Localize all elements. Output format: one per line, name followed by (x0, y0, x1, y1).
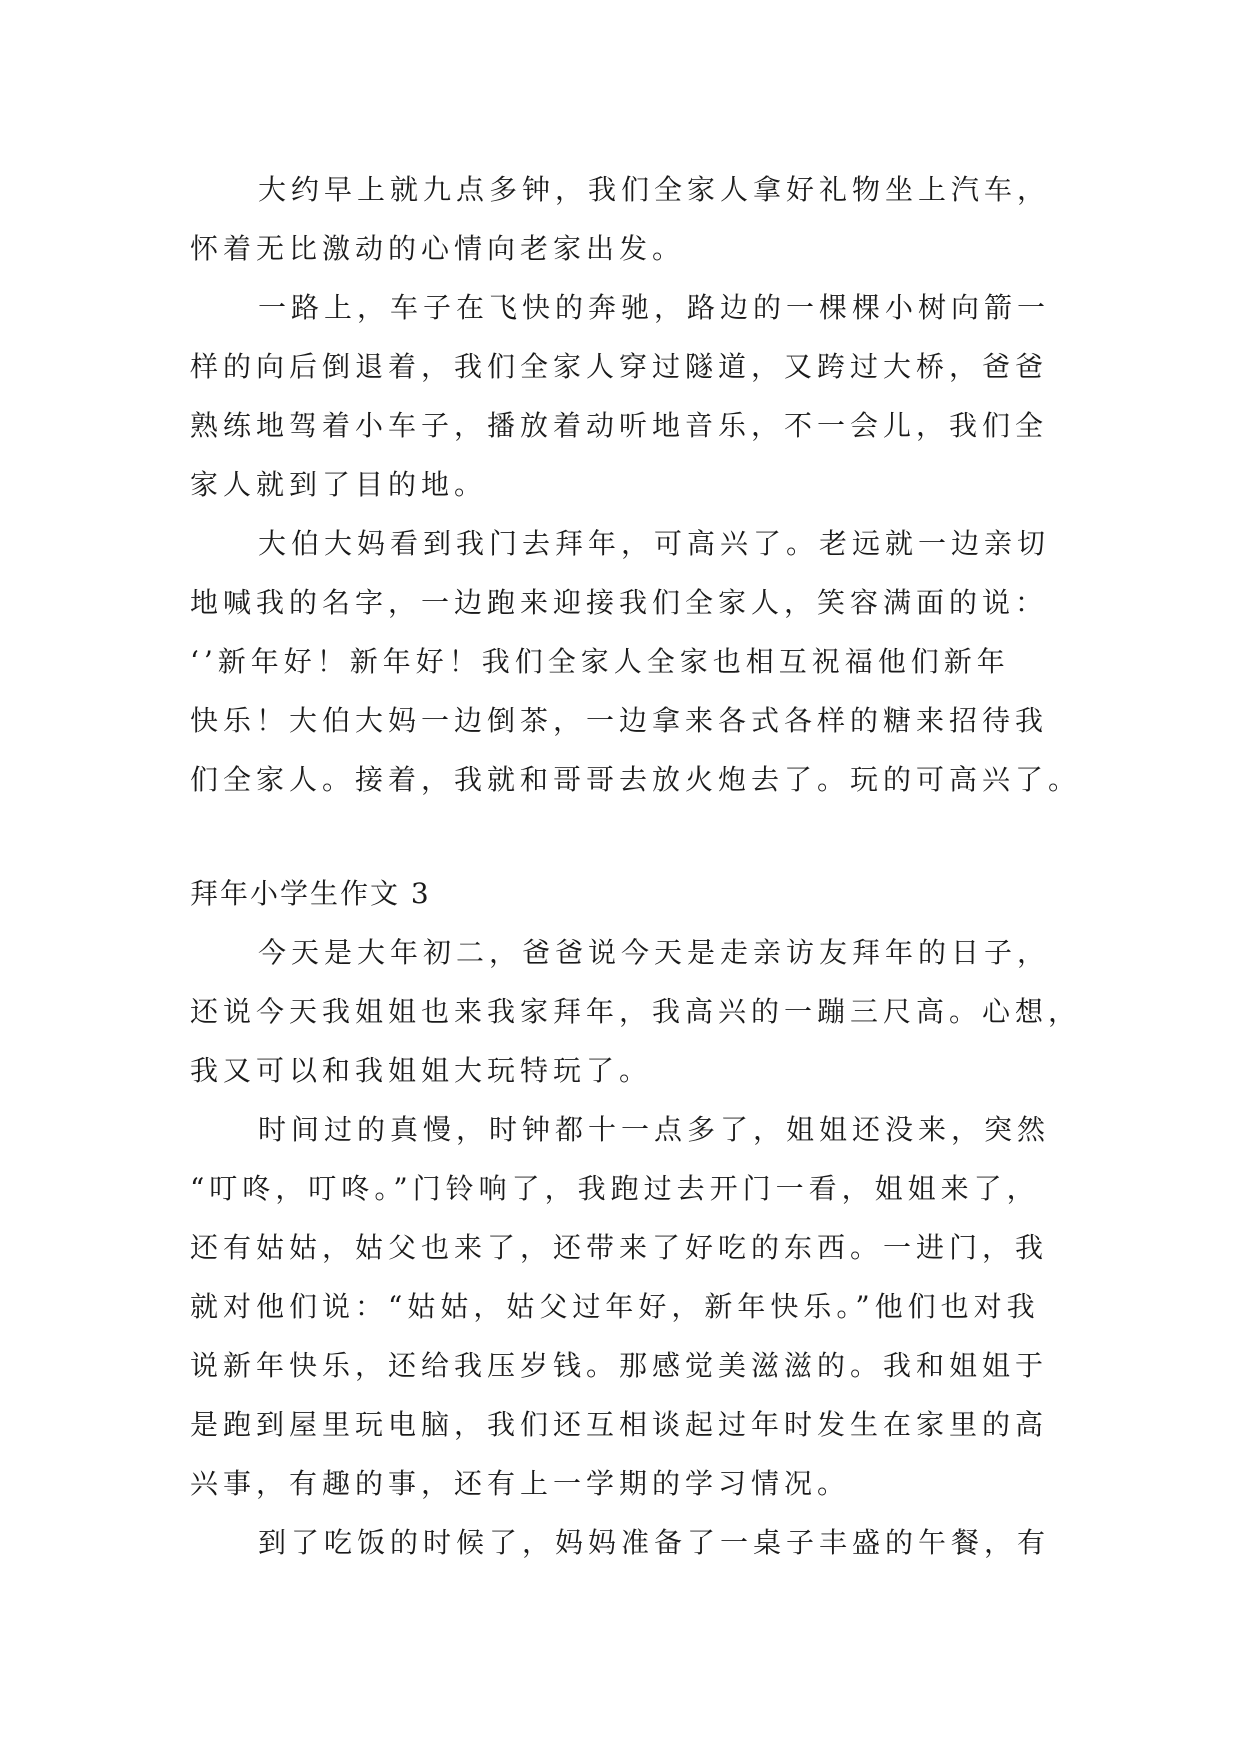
paragraph (190, 923, 1082, 1100)
paragraph (190, 1513, 1070, 1572)
paragraph-line: 样的向后倒退着，我们全家人穿过隧道，又跨过大桥，爸爸 (190, 350, 1049, 383)
paragraph-line: 我又可以和我姐姐大玩特玩了。 (190, 1054, 653, 1087)
paragraph-line: 就对他们说：“姑姑，姑父过年好，新年快乐。”他们也对我 (190, 1290, 1040, 1323)
paragraph-line: 到了吃饭的时候了，妈妈准备了一桌子丰盛的午餐，有 (258, 1526, 1051, 1559)
paragraph-line: 家人就到了目的地。 (190, 468, 488, 501)
paragraph-line: 们全家人。接着，我就和哥哥去放火炮去了。玩的可高兴了。 (190, 763, 1082, 796)
paragraph-line: 兴事，有趣的事，还有上一学期的学习情况。 (190, 1467, 851, 1500)
paragraph (190, 1100, 1070, 1513)
paragraph-line: 是跑到屋里玩电脑，我们还互相谈起过年时发生在家里的高 (190, 1408, 1049, 1441)
paragraph (190, 514, 1082, 809)
paragraph-line: 熟练地驾着小车子，播放着动听地音乐，不一会儿，我们全 (190, 409, 1049, 442)
paragraph-line: 时间过的真慢，时钟都十一点多了，姐姐还没来，突然 (258, 1113, 1051, 1146)
paragraph-line: 快乐！大伯大妈一边倒茶，一边拿来各式各样的糖来招待我 (190, 704, 1049, 737)
paragraph-line: ‘’新年好！新年好！我们全家人全家也相互祝福他们新年 (190, 645, 1010, 678)
paragraph-line: 大伯大妈看到我门去拜年，可高兴了。老远就一边亲切 (258, 527, 1051, 560)
paragraph (190, 160, 1070, 278)
paragraph-line: 一路上，车子在飞快的奔驰，路边的一棵棵小树向箭一 (258, 291, 1051, 324)
paragraph-line: 今天是大年初二，爸爸说今天是走亲访友拜年的日子， (258, 936, 1051, 969)
paragraph-line: 还说今天我姐姐也来我家拜年，我高兴的一蹦三尺高。心想， (190, 995, 1082, 1028)
paragraph-line: 怀着无比激动的心情向老家出发。 (190, 232, 686, 265)
paragraph (190, 278, 1070, 514)
essay-body (190, 160, 1082, 1572)
paragraph-line: 地喊我的名字，一边跑来迎接我们全家人，笑容满面的说： (190, 586, 1049, 619)
paragraph-line: 大约早上就九点多钟，我们全家人拿好礼物坐上汽车， (258, 173, 1051, 206)
paragraph-line: “叮咚，叮咚。”门铃响了，我跑过去开门一看，姐姐来了， (190, 1172, 1040, 1205)
section-title: 拜年小学生作文 3 (190, 877, 431, 910)
paragraph-line: 说新年快乐，还给我压岁钱。那感觉美滋滋的。我和姐姐于 (190, 1349, 1049, 1382)
paragraph-line: 还有姑姑，姑父也来了，还带来了好吃的东西。一进门，我 (190, 1231, 1049, 1264)
